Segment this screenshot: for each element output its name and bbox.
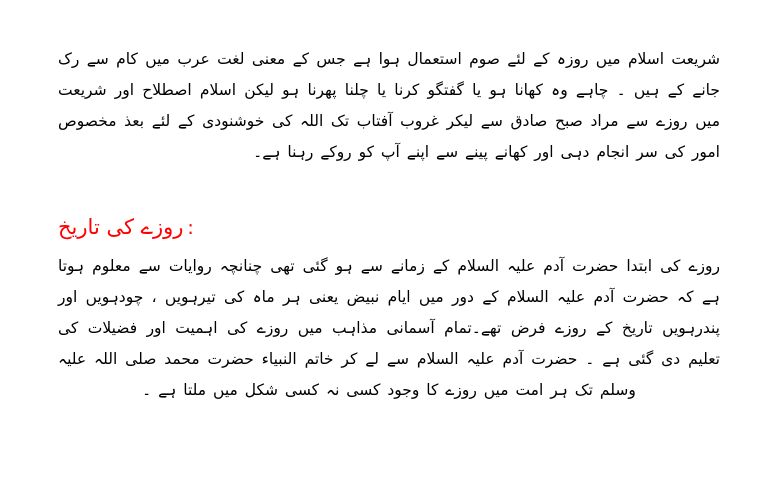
section-heading-row [58,212,720,243]
section-heading: روزے کی تاریخ [58,215,184,239]
paragraph-history: روزے کی ابتدا حضرت آدم علیہ السلام کے زمانے سے ہو گئی تھی چنانچہ روایات سے معلوم ہوتا ہے کہ حضرت آدم علیہ السلام کے دور میں ایام نبیض یعنی ہر ماہ کی تیرہویں ، چودہویں اور پندرہویں تاریخ کے روزے فرض تھے۔تمام آسمانی مذاہب میں روزے کی اہمیت اور فضیلات کی تعلیم دی گئی ہے ۔ حضرت آدم علیہ السلام سے لے کر خاتم النبیاء حضرت محمد صلی اللہ علیہ وسلم تک ہر امت میں روزے کا وجود کسی نہ کسی شکل میں ملتا ہے ۔ [58,257,720,399]
document-body [58,44,720,406]
paragraph-intro: شریعت اسلام میں روزہ کے لئے صوم استعمال ہوا ہے جس کے معنی لغت عرب میں کام سے رک جانے کے ہیں ۔ چاہے وہ کھانا ہو یا گفتگو کرنا یا چلنا پھرنا ہو لیکن اسلام اصطلاح اور شریعت میں روزے سے مراد صبح صادق سے لیکر غروب آفتاب تک اللہ کی خوشنودی کے لئے بعذ مخصوص امور کی سر انجام دہی اور کھانے پینے سے اپنے آپ کو روکے رہنا ہے۔ [58,50,720,161]
section-heading-colon: : [187,217,194,239]
paragraph-spacer [58,168,720,212]
